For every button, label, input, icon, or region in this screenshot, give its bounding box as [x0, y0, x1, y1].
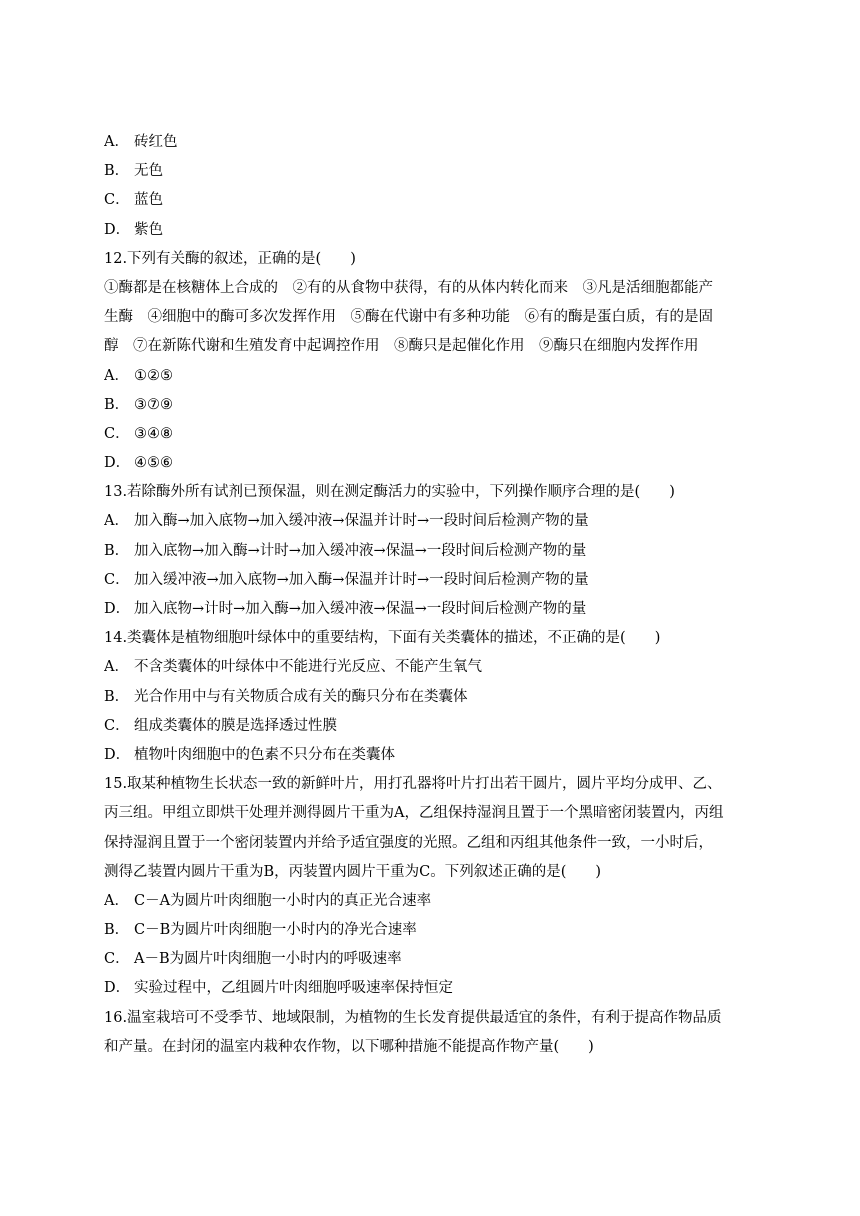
- option-letter: C．: [104, 717, 130, 734]
- question-body-line: ①酶都是在核糖体上合成的 ②有的从食物中获得，有的从体内转化而来 ③凡是活细胞都能产: [104, 279, 713, 296]
- option-d: [104, 216, 768, 245]
- option-text: ①②⑤: [134, 367, 173, 384]
- question-stem-line: 和产量。在封闭的温室内栽种农作物，以下哪种措施不能提高作物产量( ): [104, 1038, 594, 1055]
- option-a: [104, 128, 768, 157]
- option-letter: A．: [104, 892, 129, 909]
- option-letter: D．: [104, 746, 131, 763]
- option-letter: A．: [104, 513, 129, 530]
- question-15: [104, 770, 768, 1004]
- option-letter: C．: [104, 425, 130, 442]
- option-b: [104, 391, 768, 420]
- option-text: C－B为圆片叶肉细胞一小时内的净光合速率: [134, 922, 417, 939]
- question-11-options: [104, 128, 768, 245]
- option-letter: C．: [104, 571, 130, 588]
- question-stem-line: 保持湿润且置于一个密闭装置内并给予适宜强度的光照。乙组和丙组其他条件一致，一小时后，: [104, 834, 713, 851]
- option-text: 砖红色: [134, 134, 178, 150]
- option-letter: B．: [104, 396, 130, 413]
- question-stem-line: 丙三组。甲组立即烘干处理并测得圆片干重为A，乙组保持湿润且置于一个黑暗密闭装置内，丙组: [104, 805, 724, 822]
- exam-page: [104, 128, 768, 1062]
- option-c: [104, 186, 768, 215]
- option-d: [104, 974, 768, 1003]
- option-letter: C．: [104, 951, 130, 968]
- option-d: [104, 449, 768, 478]
- option-d: [104, 741, 768, 770]
- option-letter: B．: [104, 163, 130, 180]
- option-text: 加入底物→计时→加入酶→加入缓冲液→保温→一段时间后检测产物的量: [134, 601, 587, 617]
- option-text: ③④⑧: [134, 425, 173, 442]
- option-text: 紫色: [134, 221, 163, 238]
- question-body-line: 醇 ⑦在新陈代谢和生殖发育中起调控作用 ⑧酶只是起催化作用 ⑨酶只在细胞内发挥作用: [104, 338, 699, 355]
- option-text: A－B为圆片叶肉细胞一小时内的呼吸速率: [134, 951, 402, 968]
- option-text: ③⑦⑨: [134, 396, 173, 413]
- option-letter: A．: [104, 134, 129, 150]
- option-letter: B．: [104, 542, 130, 559]
- option-b: [104, 537, 768, 566]
- option-c: [104, 566, 768, 595]
- option-text: 不含类囊体的叶绿体中不能进行光反应、不能产生氧气: [134, 659, 482, 676]
- option-b: [104, 683, 768, 712]
- question-stem: 12.下列有关酶的叙述，正确的是( ): [104, 250, 356, 267]
- option-b: [104, 916, 768, 945]
- option-text: 组成类囊体的膜是选择透过性膜: [134, 717, 337, 734]
- option-text: 蓝色: [134, 192, 163, 209]
- option-text: 加入酶→加入底物→加入缓冲液→保温并计时→一段时间后检测产物的量: [134, 513, 589, 530]
- option-text: ④⑤⑥: [134, 455, 173, 472]
- question-body-line: 生酶 ④细胞中的酶可多次发挥作用 ⑤酶在代谢中有多种功能 ⑥有的酶是蛋白质，有的是固: [104, 309, 713, 326]
- question-16: [104, 1004, 768, 1062]
- option-text: 植物叶肉细胞中的色素不只分布在类囊体: [134, 746, 395, 763]
- question-stem-line: 测得乙装置内圆片干重为B，丙装置内圆片干重为C。下列叙述正确的是( ): [104, 863, 602, 880]
- option-letter: A．: [104, 367, 129, 384]
- option-text: 加入缓冲液→加入底物→加入酶→保温并计时→一段时间后检测产物的量: [134, 571, 589, 588]
- question-13: [104, 478, 768, 624]
- option-a: [104, 887, 768, 916]
- option-letter: B．: [104, 922, 130, 939]
- option-a: [104, 653, 768, 682]
- question-12: [104, 245, 768, 479]
- option-c: [104, 420, 768, 449]
- question-stem-line: 16.温室栽培可不受季节、地域限制，为植物的生长发育提供最适宜的条件，有利于提高作物品质: [104, 1009, 722, 1026]
- option-letter: A．: [104, 659, 129, 676]
- question-14: [104, 624, 768, 770]
- question-stem: 14.类囊体是植物细胞叶绿体中的重要结构，下面有关类囊体的描述，不正确的是( ): [104, 630, 661, 647]
- question-stem-line: 15.取某种植物生长状态一致的新鲜叶片，用打孔器将叶片打出若干圆片，圆片平均分成甲、乙、: [104, 776, 722, 793]
- option-d: [104, 595, 768, 624]
- option-a: [104, 362, 768, 391]
- question-stem: 13.若除酶外所有试剂已预保温，则在测定酶活力的实验中，下列操作顺序合理的是( ): [104, 484, 675, 501]
- option-letter: B．: [104, 688, 130, 705]
- option-letter: D．: [104, 455, 131, 472]
- option-letter: D．: [104, 221, 131, 238]
- option-b: [104, 157, 768, 186]
- option-text: C－A为圆片叶肉细胞一小时内的真正光合速率: [134, 892, 432, 909]
- option-c: [104, 712, 768, 741]
- option-c: [104, 945, 768, 974]
- option-a: [104, 507, 768, 536]
- option-letter: D．: [104, 601, 131, 617]
- option-letter: C．: [104, 192, 130, 209]
- option-letter: D．: [104, 980, 131, 997]
- option-text: 实验过程中，乙组圆片叶肉细胞呼吸速率保持恒定: [134, 980, 453, 997]
- option-text: 光合作用中与有关物质合成有关的酶只分布在类囊体: [134, 688, 468, 705]
- option-text: 无色: [134, 163, 163, 180]
- option-text: 加入底物→加入酶→计时→加入缓冲液→保温→一段时间后检测产物的量: [134, 542, 587, 559]
